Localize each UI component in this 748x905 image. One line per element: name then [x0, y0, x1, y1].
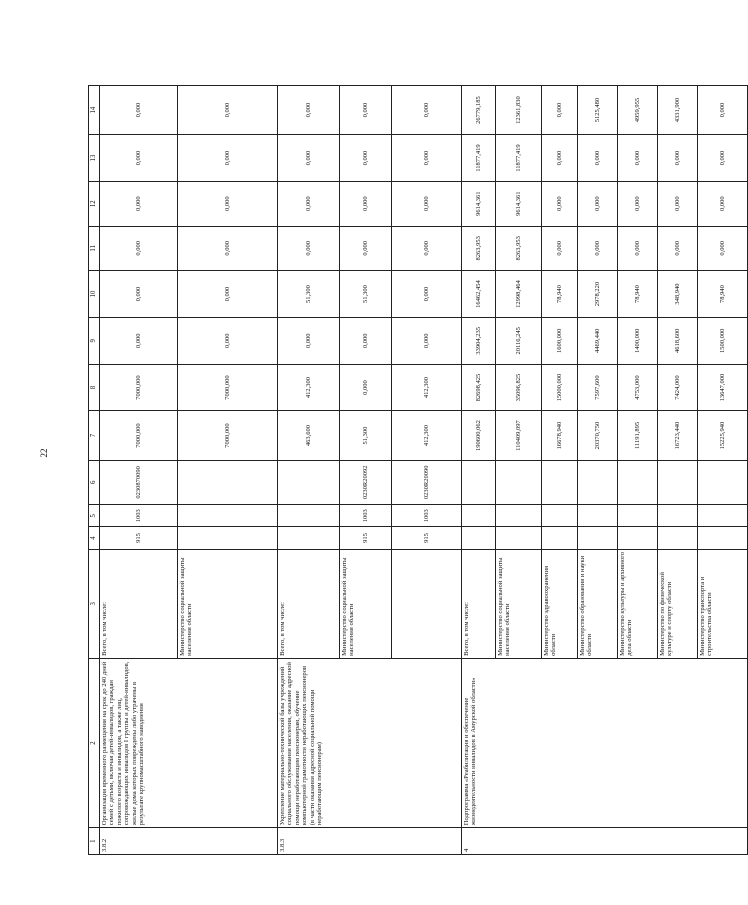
value-cell-c14: 0,000 — [100, 86, 178, 135]
value-cell-c14: 0,000 — [340, 86, 392, 135]
value-cell-c9: 0,000 — [340, 317, 392, 364]
value-cell-c12: 0,000 — [618, 181, 658, 226]
value-cell-c6 — [542, 460, 578, 505]
executor-cell: Всего, в том числе: — [100, 549, 178, 658]
value-cell-c4 — [578, 527, 618, 549]
value-cell-c8: 7000,000 — [178, 364, 278, 411]
value-cell-c7: 190600,062 — [462, 411, 496, 460]
value-cell-c5 — [618, 505, 658, 527]
value-cell-c10: 0,000 — [392, 271, 462, 318]
value-cell-c14: 4331,900 — [658, 86, 698, 135]
value-cell-c6: 0230R20092 — [340, 460, 392, 505]
executor-cell: Министерство здравоохранения области — [542, 549, 578, 658]
value-cell-c11: 0,000 — [698, 226, 748, 271]
value-cell-c9: 1500,000 — [698, 317, 748, 364]
value-cell-c8: 0,000 — [340, 364, 392, 411]
value-cell-c4 — [658, 527, 698, 549]
value-cell-c7: 51,300 — [340, 411, 392, 460]
value-cell-c13: 11877,419 — [496, 135, 542, 182]
executor-cell: Министерство по физической культуре и спорту области — [658, 549, 698, 658]
header-row — [89, 86, 100, 855]
value-cell-c6: 0230870090 — [100, 460, 178, 505]
executor-cell: Всего, в том числе: — [278, 549, 340, 658]
value-cell-c6 — [278, 460, 340, 505]
table-row — [278, 86, 340, 855]
value-cell-c5: 1003 — [392, 505, 462, 527]
value-cell-c4 — [618, 527, 658, 549]
value-cell-c11: 0,000 — [658, 226, 698, 271]
value-cell-c12: 0,000 — [340, 181, 392, 226]
value-cell-c14: 26779,185 — [462, 86, 496, 135]
value-cell-c9: 0,000 — [178, 317, 278, 364]
table-row — [462, 86, 496, 855]
executor-cell: Всего, в том числе: — [462, 549, 496, 658]
value-cell-c12: 9614,361 — [462, 181, 496, 226]
value-cell-c5: 1003 — [340, 505, 392, 527]
value-cell-c9: 0,000 — [100, 317, 178, 364]
value-cell-c8: 13647,000 — [698, 364, 748, 411]
value-cell-c7: 16723,440 — [658, 411, 698, 460]
value-cell-c11: 0,000 — [578, 226, 618, 271]
value-cell-c12: 0,000 — [178, 181, 278, 226]
value-cell-c6 — [658, 460, 698, 505]
value-cell-c12: 0,000 — [578, 181, 618, 226]
value-cell-c10: 12998,464 — [496, 271, 542, 318]
value-cell-c10: 51,300 — [340, 271, 392, 318]
value-cell-c13: 0,000 — [578, 135, 618, 182]
value-cell-c4 — [278, 527, 340, 549]
value-cell-c4: 915 — [340, 527, 392, 549]
executor-cell: Министерство транспорта и строительства области — [698, 549, 748, 658]
value-cell-c14: 0,000 — [542, 86, 578, 135]
value-cell-c4: 915 — [100, 527, 178, 549]
value-cell-c12: 0,000 — [100, 181, 178, 226]
value-cell-c8: 4753,000 — [618, 364, 658, 411]
value-cell-c10: 78,940 — [698, 271, 748, 318]
header-cell: 4 — [89, 527, 100, 549]
header-cell: 12 — [89, 181, 100, 226]
executor-cell: Министерство социальной защиты населения области — [340, 549, 392, 658]
value-cell-c11: 0,000 — [340, 226, 392, 271]
value-cell-c9: 4618,600 — [658, 317, 698, 364]
value-cell-c14: 0,000 — [278, 86, 340, 135]
value-cell-c8: 412,300 — [392, 364, 462, 411]
value-cell-c8: 7424,000 — [658, 364, 698, 411]
value-cell-c8: 35096,825 — [496, 364, 542, 411]
value-cell-c8: 412,300 — [278, 364, 340, 411]
header-cell: 10 — [89, 271, 100, 318]
value-cell-c9: 1400,000 — [618, 317, 658, 364]
value-cell-c5: 1003 — [100, 505, 178, 527]
value-cell-c13: 0,000 — [658, 135, 698, 182]
measure-name-cell: Организация временного размещения на срок до 240 дней семей с детьми, включая детей-инвалидов, граждан пожилого возраста и инвалидов, а также лиц, сопровождающих инвалидов I группы и детей-инвалидов, жилые дома которых повреждены либо утрачены в результате крупномасштабного наводнения — [100, 658, 278, 827]
value-cell-c14: 0,000 — [178, 86, 278, 135]
value-cell-c14: 5125,480 — [578, 86, 618, 135]
value-cell-c8: 7597,600 — [578, 364, 618, 411]
header-cell: 1 — [89, 828, 100, 855]
value-cell-c6: 0230R20090 — [392, 460, 462, 505]
row-number-cell: 3.8.3 — [278, 828, 462, 855]
value-cell-c6 — [698, 460, 748, 505]
value-cell-c11: 0,000 — [618, 226, 658, 271]
value-cell-c10: 0,000 — [100, 271, 178, 318]
value-cell-c10: 51,300 — [278, 271, 340, 318]
value-cell-c13: 0,000 — [392, 135, 462, 182]
value-cell-c5 — [278, 505, 340, 527]
header-cell: 7 — [89, 411, 100, 460]
value-cell-c11: 0,000 — [542, 226, 578, 271]
value-cell-c9: 0,000 — [392, 317, 462, 364]
header-cell: 6 — [89, 460, 100, 505]
header-cell: 13 — [89, 135, 100, 182]
header-cell: 2 — [89, 658, 100, 827]
value-cell-c13: 0,000 — [618, 135, 658, 182]
budget-table-frame — [88, 85, 726, 855]
executor-cell: Министерство социальной защиты населения области — [178, 549, 278, 658]
value-cell-c6 — [462, 460, 496, 505]
value-cell-c7: 110409,097 — [496, 411, 542, 460]
row-number-cell: 4 — [462, 828, 748, 855]
value-cell-c11: 8263,953 — [496, 226, 542, 271]
header-cell: 9 — [89, 317, 100, 364]
value-cell-c10: 78,940 — [618, 271, 658, 318]
value-cell-c9: 1600,000 — [542, 317, 578, 364]
value-cell-c13: 11877,419 — [462, 135, 496, 182]
value-cell-c4 — [462, 527, 496, 549]
value-cell-c13: 0,000 — [100, 135, 178, 182]
value-cell-c14: 0,000 — [698, 86, 748, 135]
value-cell-c14: 12361,830 — [496, 86, 542, 135]
value-cell-c7: 15225,940 — [698, 411, 748, 460]
header-cell: 11 — [89, 226, 100, 271]
value-cell-c12: 9614,361 — [496, 181, 542, 226]
row-number-cell: 3.8.2 — [100, 828, 278, 855]
executor-cell: Министерство культуры и архивного дела области — [618, 549, 658, 658]
value-cell-c11: 0,000 — [100, 226, 178, 271]
value-cell-c12: 0,000 — [698, 181, 748, 226]
value-cell-c9: 4469,440 — [578, 317, 618, 364]
header-cell: 5 — [89, 505, 100, 527]
table-row — [100, 86, 178, 855]
value-cell-c6 — [578, 460, 618, 505]
value-cell-c4 — [698, 527, 748, 549]
value-cell-c5 — [496, 505, 542, 527]
value-cell-c5 — [542, 505, 578, 527]
value-cell-c8: 82698,425 — [462, 364, 496, 411]
value-cell-c12: 0,000 — [278, 181, 340, 226]
measure-name-cell: Укрепление материально-технической базы учреждений социального обслуживания населения, оказание адресной помощи неработающим пенсионерам, обучение компьютерной грамотности неработающих пенсионеров (в части оказания адресной социальной помощи неработающим пенсионерам) — [278, 658, 462, 827]
page-number: 22 — [39, 448, 49, 458]
budget-table — [88, 85, 748, 855]
value-cell-c13: 0,000 — [698, 135, 748, 182]
value-cell-c8: 7000,000 — [100, 364, 178, 411]
value-cell-c10: 2978,220 — [578, 271, 618, 318]
table-body — [89, 86, 748, 855]
value-cell-c6 — [618, 460, 658, 505]
value-cell-c8: 15000,000 — [542, 364, 578, 411]
value-cell-c9: 20116,245 — [496, 317, 542, 364]
value-cell-c6 — [178, 460, 278, 505]
value-cell-c11: 0,000 — [278, 226, 340, 271]
value-cell-c12: 0,000 — [392, 181, 462, 226]
executor-cell: Министерство образования и науки области — [578, 549, 618, 658]
value-cell-c4 — [542, 527, 578, 549]
value-cell-c7: 7000,000 — [178, 411, 278, 460]
header-cell: 14 — [89, 86, 100, 135]
value-cell-c7: 11191,895 — [618, 411, 658, 460]
value-cell-c10: 348,940 — [658, 271, 698, 318]
value-cell-c14: 0,000 — [392, 86, 462, 135]
measure-name-cell: Подпрограмма «Реабилитация и обеспечение жизнедеятельности инвалидов в Амурской области» — [462, 658, 748, 827]
value-cell-c13: 0,000 — [178, 135, 278, 182]
value-cell-c10: 78,940 — [542, 271, 578, 318]
value-cell-c7: 7000,000 — [100, 411, 178, 460]
value-cell-c10: 0,000 — [178, 271, 278, 318]
value-cell-c9: 33904,235 — [462, 317, 496, 364]
value-cell-c12: 0,000 — [542, 181, 578, 226]
value-cell-c4 — [496, 527, 542, 549]
header-cell: 3 — [89, 549, 100, 658]
value-cell-c7: 463,600 — [278, 411, 340, 460]
value-cell-c12: 0,000 — [658, 181, 698, 226]
value-cell-c6 — [496, 460, 542, 505]
value-cell-c14: 4959,955 — [618, 86, 658, 135]
value-cell-c11: 0,000 — [392, 226, 462, 271]
value-cell-c11: 0,000 — [178, 226, 278, 271]
value-cell-c5 — [698, 505, 748, 527]
value-cell-c4 — [178, 527, 278, 549]
value-cell-c7: 20370,750 — [578, 411, 618, 460]
value-cell-c13: 0,000 — [340, 135, 392, 182]
value-cell-c4: 915 — [392, 527, 462, 549]
executor-cell: Министерство социальной защиты населения области — [496, 549, 542, 658]
value-cell-c13: 0,000 — [542, 135, 578, 182]
rotated-table-wrapper — [88, 85, 726, 855]
value-cell-c13: 0,000 — [278, 135, 340, 182]
value-cell-c7: 412,300 — [392, 411, 462, 460]
value-cell-c5 — [178, 505, 278, 527]
value-cell-c9: 0,000 — [278, 317, 340, 364]
value-cell-c5 — [578, 505, 618, 527]
header-cell: 8 — [89, 364, 100, 411]
value-cell-c7: 16678,940 — [542, 411, 578, 460]
value-cell-c10: 16462,454 — [462, 271, 496, 318]
value-cell-c5 — [658, 505, 698, 527]
executor-cell — [392, 549, 462, 658]
value-cell-c11: 8263,953 — [462, 226, 496, 271]
value-cell-c5 — [462, 505, 496, 527]
